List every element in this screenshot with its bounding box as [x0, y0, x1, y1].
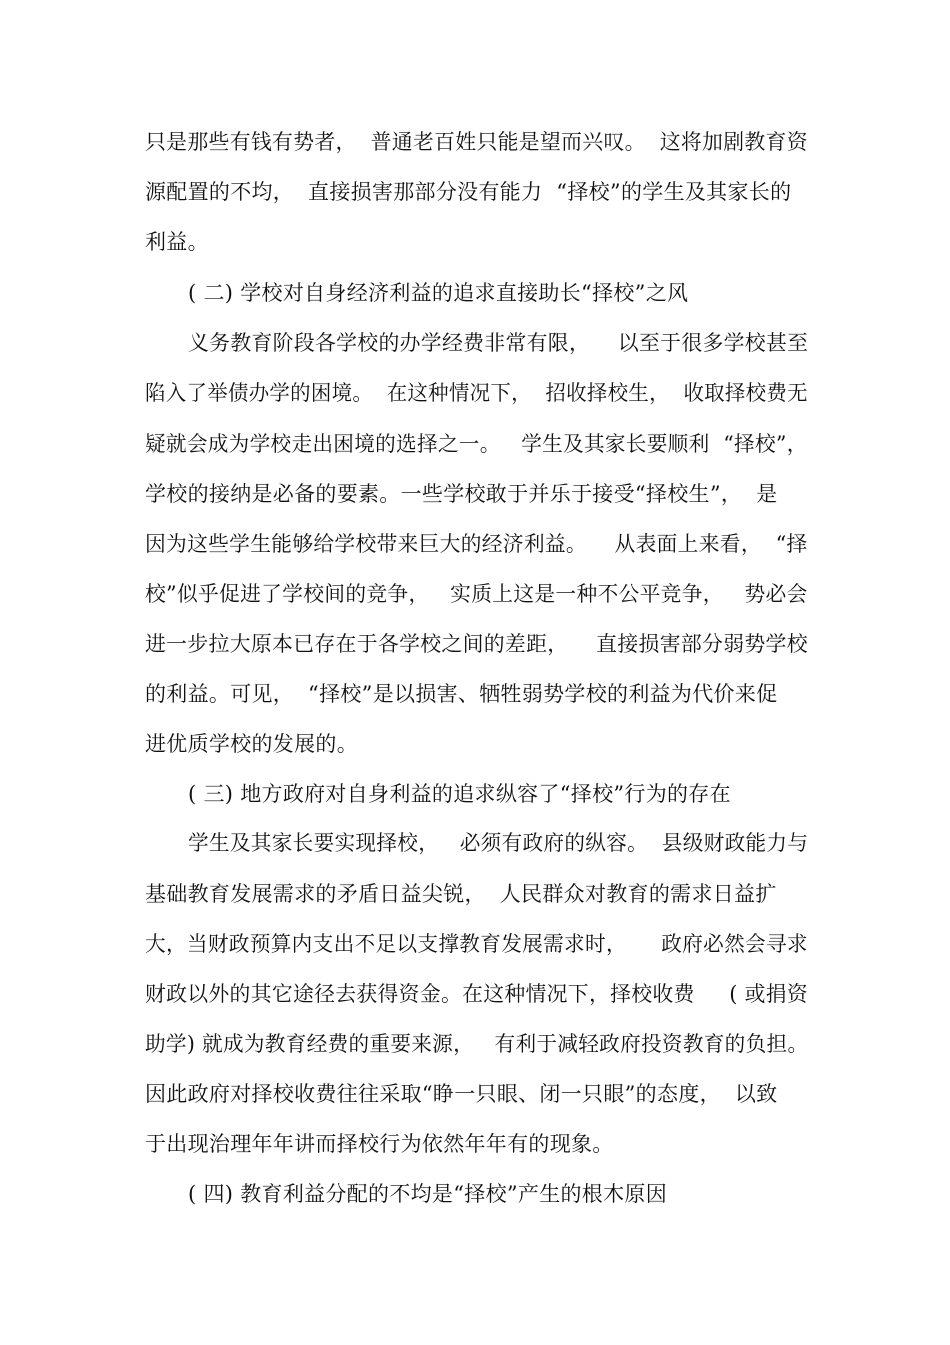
paragraph-line: 大，当财政预算内支出不足以支撑教育发展需求时， 政府必然会寻求 [145, 932, 808, 956]
paragraph-line: 学校的接纳是必备的要素。一些学校敢于并乐于接受“择校生”， 是 [145, 482, 778, 506]
paragraph-line: 陷入了举债办学的困境。 在这种情况下， 招收择校生， 收取择校费无 [145, 381, 808, 405]
paragraph-line: 利益。 [145, 230, 209, 254]
section-heading: ( 二) 学校对自身经济利益的追求直接助长“择校”之风 [188, 281, 689, 305]
paragraph-line: 学生及其家长要实现择校， 必须有政府的纵容。 县级财政能力与 [188, 831, 809, 855]
paragraph-line: 进优质学校的发展的。 [145, 732, 358, 756]
paragraph-line: 进一步拉大原本已存在于各学校之间的差距， 直接损害部分弱势学校 [145, 632, 808, 656]
paragraph-line: 于出现治理年年讲而择校行为依然年年有的现象。 [145, 1132, 614, 1156]
paragraph-line: 的利益。可见， “择校”是以损害、牺牲弱势学校的利益为代价来促 [145, 682, 778, 706]
paragraph-line: 源配置的不均， 直接损害那部分没有能力 “择校”的学生及其家长的 [145, 180, 792, 204]
paragraph-line: 财政以外的其它途径去获得资金。在这种情况下，择校收费 ( 或捐资 [145, 982, 809, 1006]
paragraph-line: 疑就会成为学校走出困境的选择之一。 学生及其家长要顺利 “择校”， [145, 432, 808, 456]
paragraph-line: 因此政府对择校收费往往采取“睁一只眼、闭一只眼”的态度， 以致 [145, 1082, 778, 1106]
paragraph-line: 校”似乎促进了学校间的竞争， 实质上这是一种不公平竞争， 势必会 [145, 582, 808, 606]
paragraph-line: 只是那些有钱有势者， 普通老百姓只能是望而兴叹。 这将加剧教育资 [145, 130, 808, 154]
section-heading: ( 四) 教育利益分配的不均是“择校”产生的根木原因 [188, 1182, 668, 1206]
paragraph-line: 助学) 就成为教育经费的重要来源， 有利于减轻政府投资教育的负担。 [145, 1032, 809, 1056]
paragraph-line: 义务教育阶段各学校的办学经费非常有限， 以至于很多学校甚至 [188, 331, 809, 355]
paragraph-line: 因为这些学生能够给学校带来巨大的经济利益。 从表面上来看， “择 [145, 532, 808, 556]
section-heading: ( 三) 地方政府对自身利益的追求纵容了“择校”行为的存在 [188, 782, 731, 806]
paragraph-line: 基础教育发展需求的矛盾日益尖锐， 人民群众对教育的需求日益扩 [145, 882, 777, 906]
